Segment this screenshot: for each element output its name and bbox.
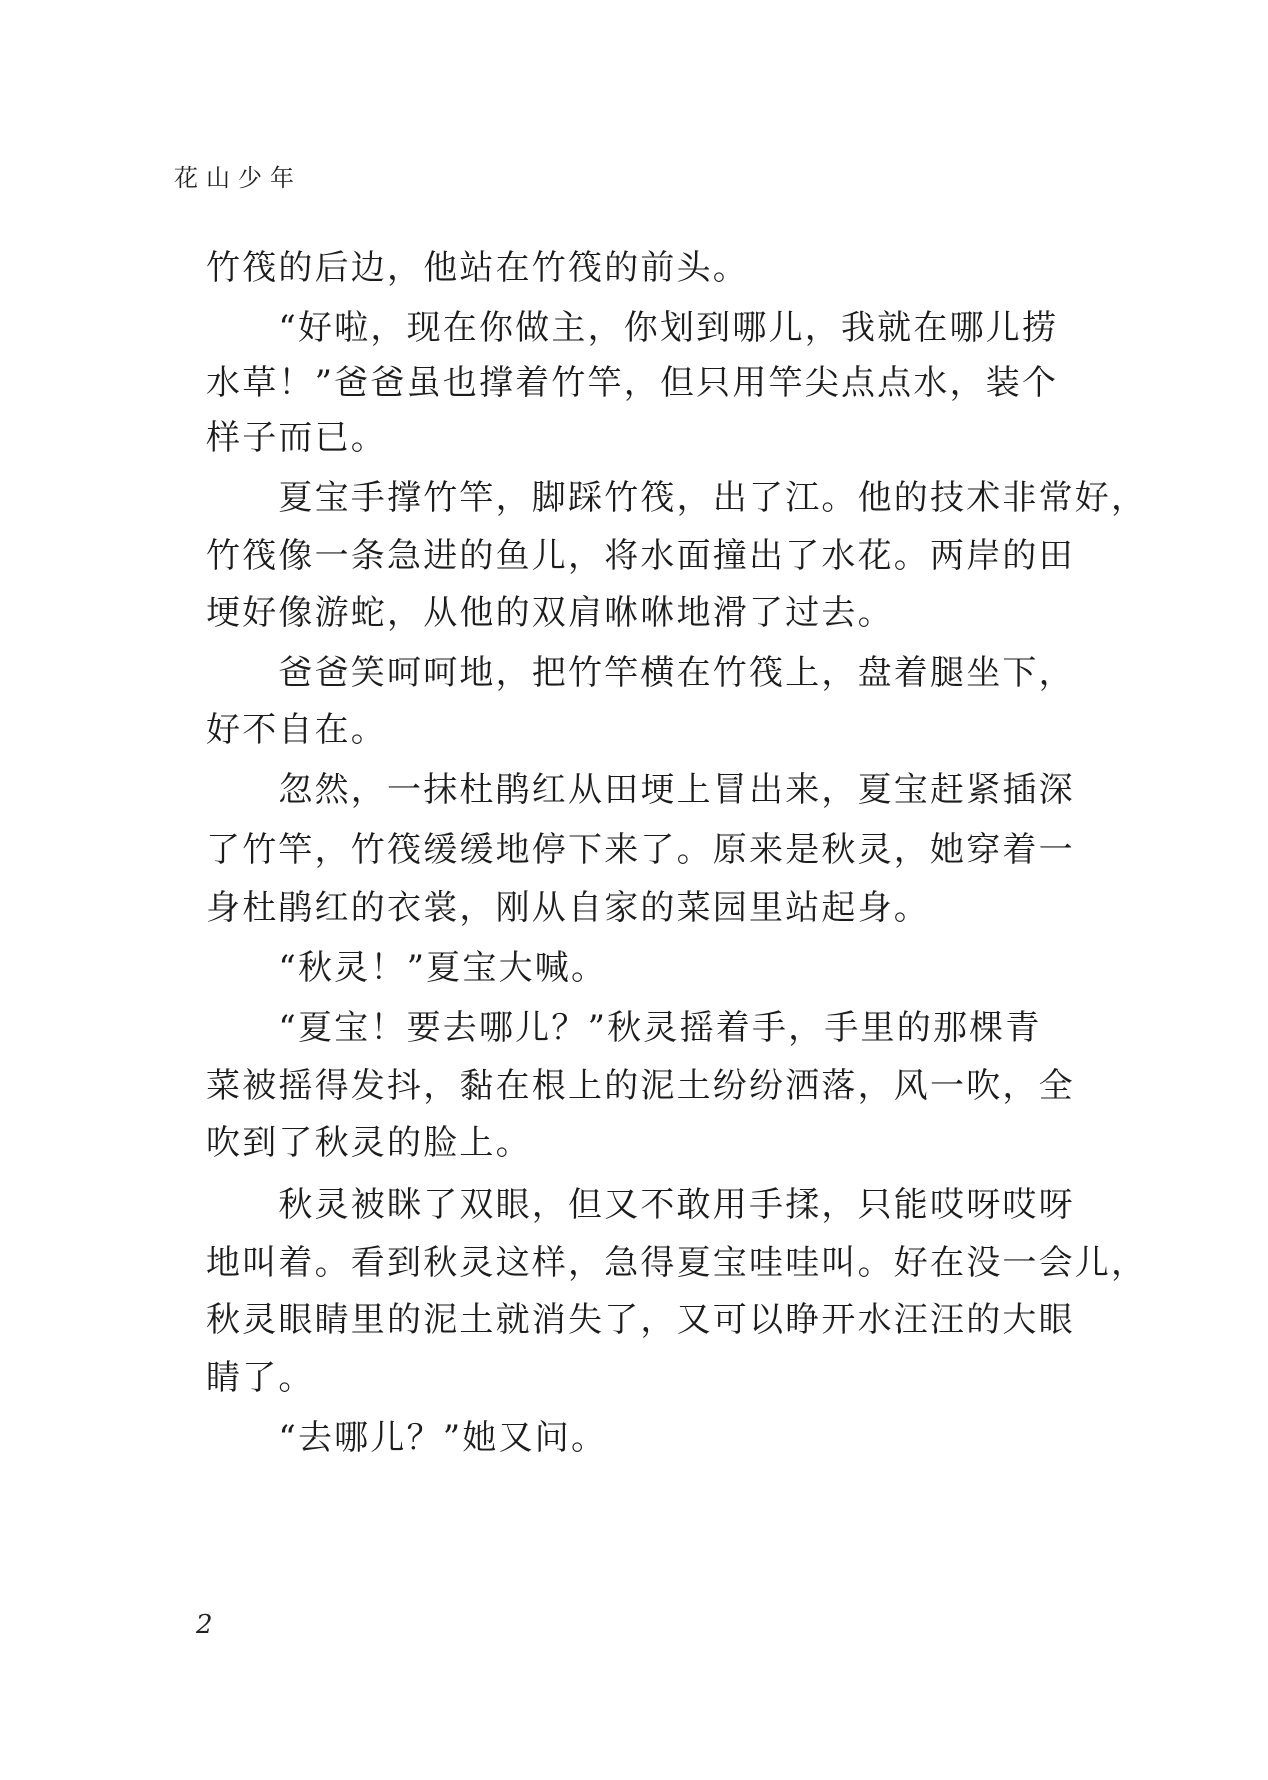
text-line: 夏宝手撑竹竿，脚踩竹筏，出了江。他的技术非常好， bbox=[206, 478, 1148, 518]
text-line: 了竹竿，竹筏缓缓地停下来了。原来是秋灵，她穿着一 bbox=[206, 830, 1075, 870]
text-line: 好不自在。 bbox=[206, 710, 387, 750]
text-line: 菜被摇得发抖，黏在根上的泥土纷纷洒落，风一吹，全 bbox=[206, 1066, 1075, 1106]
page-number: 2 bbox=[196, 1610, 213, 1640]
text-line: 秋灵被眯了双眼，但又不敢用手揉，只能哎呀哎呀 bbox=[206, 1185, 1075, 1225]
running-header-book-title: 花山少年 bbox=[174, 164, 302, 192]
text-line: 竹筏像一条急进的鱼儿，将水面撞出了水花。两岸的田 bbox=[206, 536, 1075, 576]
text-line: 忽然，一抹杜鹃红从田埂上冒出来，夏宝赶紧插深 bbox=[206, 770, 1075, 810]
text-line: “去哪儿？”她又问。 bbox=[206, 1418, 608, 1458]
text-line: “秋灵！”夏宝大喊。 bbox=[206, 948, 608, 988]
text-line: 样子而已。 bbox=[206, 418, 387, 458]
text-line: “夏宝！要去哪儿？”秋灵摇着手，手里的那棵青 bbox=[206, 1008, 1042, 1048]
text-line: “好啦，现在你做主，你划到哪儿，我就在哪儿捞 bbox=[206, 308, 1059, 348]
text-line: 吹到了秋灵的脸上。 bbox=[206, 1123, 532, 1163]
text-line: 地叫着。看到秋灵这样，急得夏宝哇哇叫。好在没一会儿， bbox=[206, 1243, 1148, 1283]
text-line: 睛了。 bbox=[206, 1358, 315, 1398]
text-line: 竹筏的后边，他站在竹筏的前头。 bbox=[206, 248, 749, 288]
text-line: 埂好像游蛇，从他的双肩咻咻地滑了过去。 bbox=[206, 593, 894, 633]
text-line: 秋灵眼睛里的泥土就消失了，又可以睁开水汪汪的大眼 bbox=[206, 1300, 1075, 1340]
text-line: 身杜鹃红的衣裳，刚从自家的菜园里站起身。 bbox=[206, 888, 930, 928]
text-line: 爸爸笑呵呵地，把竹竿横在竹筏上，盘着腿坐下， bbox=[206, 653, 1075, 693]
text-line: 水草！”爸爸虽也撑着竹竿，但只用竿尖点点水，装个 bbox=[206, 363, 1059, 403]
